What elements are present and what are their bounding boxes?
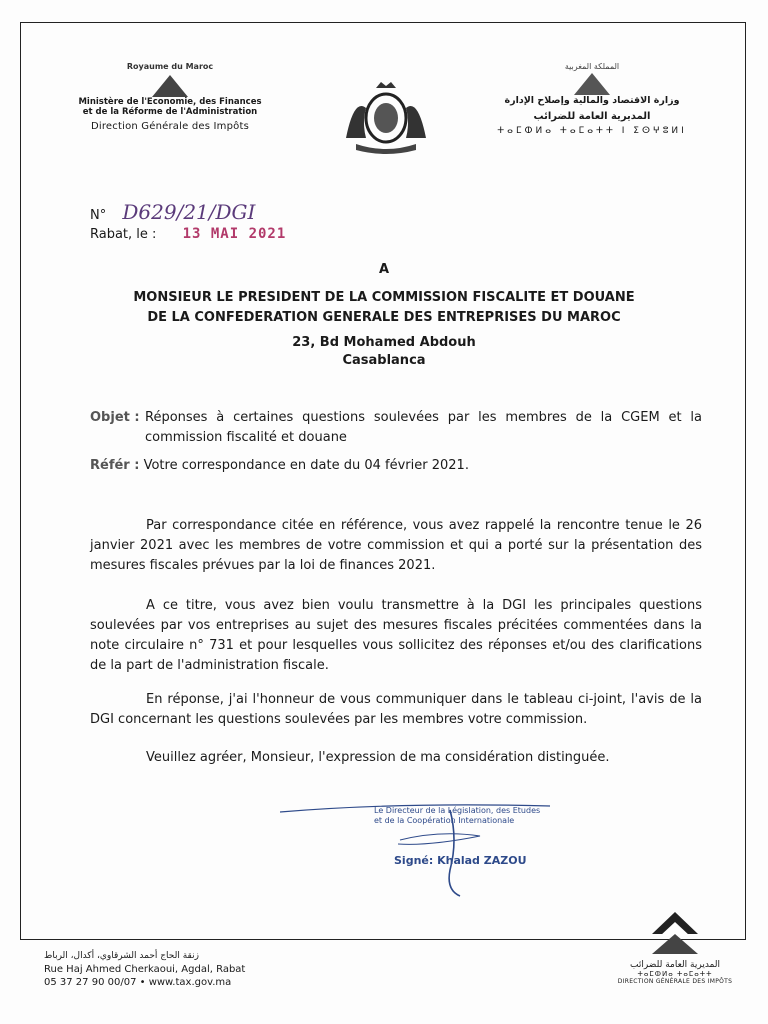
signatory-name: Signé: Khalad ZAZOU [394,854,527,867]
subject-label: Objet : [90,410,140,425]
recipient-city: Casablanca [342,353,426,368]
refer-label: Référ : [90,458,140,473]
dgi-logo-right-icon [472,73,712,95]
date-stamp: 13 MAI 2021 [182,226,287,242]
header-right-block [472,62,712,136]
ministry-line-2: et de la Réforme de l'Administration [82,107,258,117]
body-paragraph-3: En réponse, j'ai l'honneur de vous communiquer dans le tableau ci-joint, l'avis de la DGI concernant les questions soulevées par les membres votre commission. [90,692,702,727]
recipient-street: 23, Bd Mohamed Abdouh [292,335,476,350]
dgi-logo-icon [60,75,280,97]
body-paragraph-4: Veuillez agréer, Monsieur, l'expression de ma considération distinguée. [146,750,610,765]
footer-address-ar: زنقة الحاج أحمد الشرقاوي، أكدال، الرباط [44,951,199,961]
recipient-line-2: DE LA CONFEDERATION GENERALE DES ENTREPRISES DU MAROC [147,310,621,325]
kingdom-label: Royaume du Maroc [126,62,214,71]
dgi-footer-logo-icon [650,910,700,956]
recipient-title [60,288,708,328]
body-paragraph-2: A ce titre, vous avez bien voulu transmettre à la DGI les principales questions soulevées par vos entreprises au sujet des mesures fiscales précitées commentées dans la note circulaire n° 731 et pour lesquelles vous sollicitez des réponses et/ou des clarifications de la part de l'administration fiscale. [90,598,702,673]
direction-ar-label: المديرية العامة للضرائب [533,111,651,122]
recipient-prefix: A [378,262,390,277]
footer-address-fr: Rue Haj Ahmed Cherkaoui, Agdal, Rabat [44,964,246,975]
refer-block [90,456,702,476]
royal-crest-icon [336,78,436,158]
footer-logo-ar: المديرية العامة للضرائب [630,960,720,970]
footer-logo-tifinagh: ⵜⴰⵎⵀⵍⴰ ⵜⴰⵎⴰⵜⵜ [637,970,713,978]
reference-date [90,226,286,242]
signature-block [280,800,580,900]
subject-block [90,408,702,448]
body-paragraph-1: Par correspondance citée en référence, vous avez rappelé la rencontre tenue le 26 janvier 2021 avec les membres de votre commission et qui a porté sur la présentation des mesures fiscales prévues par la loi de finances 2021. [90,518,702,573]
footer-address [44,950,245,989]
date-label: Rabat, le : [90,227,157,242]
footer-logo [610,910,740,985]
reference-number [90,200,255,224]
reference-label: N° [90,208,107,223]
refer-text: Votre correspondance en date du 04 février 2021. [143,458,469,473]
recipient-line-1: MONSIEUR LE PRESIDENT DE LA COMMISSION FISCALITE ET DOUANE [133,290,635,305]
ministry-ar-label: وزارة الاقتصاد والمالية وإصلاح الإدارة [504,95,680,106]
reference-handwritten: D629/21/DGI [122,200,256,224]
footer-logo-fr: DIRECTION GÉNÉRALE DES IMPÔTS [617,978,733,985]
recipient-address [0,334,768,370]
ministry-line-1: Ministère de l'Economie, des Finances [78,97,262,107]
direction-label: Direction Générale des Impôts [90,121,250,132]
signatory-title: Le Directeur de la Législation, des Etudes et de la Coopération Internationale [374,806,541,825]
kingdom-ar-label: المملكة المغربية [564,62,620,71]
subject-text: Réponses à certaines questions soulevées par les membres de la CGEM et la commission fiscalité et douane [145,410,702,445]
tifinagh-label: ⵜⴰⵎⵀⵍⴰ ⵜⴰⵎⴰⵜⵜ ⵏ ⵉⵙⵖⵓⵍⵏ [497,126,687,136]
footer-contact: 05 37 27 90 00/07 • www.tax.gov.ma [44,977,232,988]
header-left-block [60,62,280,132]
